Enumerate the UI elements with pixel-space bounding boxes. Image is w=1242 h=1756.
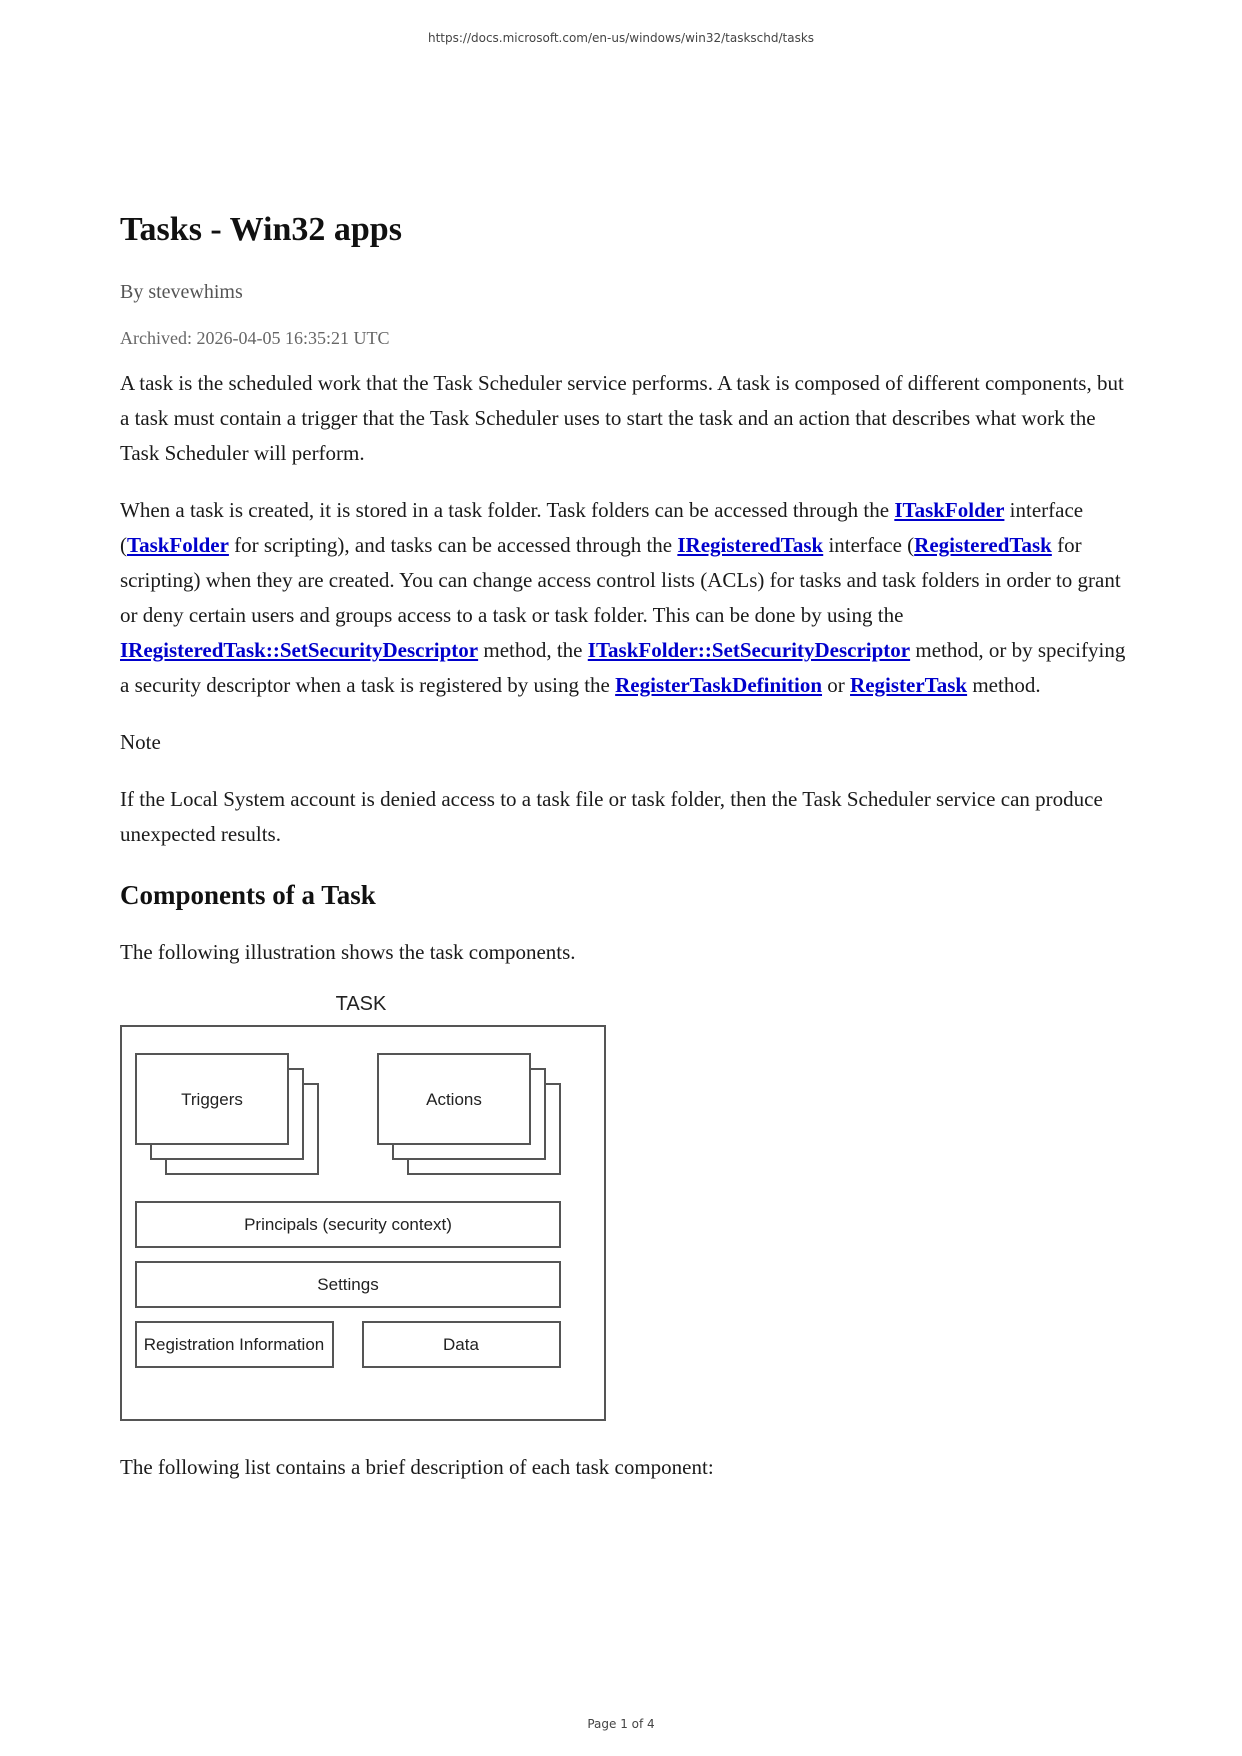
task-folder-paragraph (120, 493, 1130, 703)
note-text: If the Local System account is denied access to a task file or task folder, then the Task Scheduler service can produce unexpected results. (120, 787, 1103, 847)
settings-label: Settings (317, 1275, 379, 1295)
archived-timestamp: Archived: 2026-04-05 16:35:21 UTC (120, 327, 390, 348)
principals-label: Principals (security context) (244, 1215, 452, 1235)
actions-label: Actions (426, 1090, 482, 1110)
note-label: Note (120, 730, 161, 755)
text-run: interface ( (823, 533, 915, 558)
iregisteredtask-setsecuritydescriptor-link[interactable]: IRegisteredTask::SetSecurityDescriptor (120, 638, 479, 663)
text-run: method, or by specifying a security descriptor when a task is registered by using the (120, 638, 1126, 698)
data-label: Data (443, 1335, 479, 1355)
registertaskdefinition-link[interactable]: RegisterTaskDefinition (615, 673, 823, 698)
page-url: https://docs.microsoft.com/en-us/windows/win32/taskschd/tasks (427, 31, 815, 45)
text-run: or (822, 673, 851, 698)
task-components-diagram (120, 986, 610, 1426)
registertask-link[interactable]: RegisterTask (850, 673, 968, 698)
iregisteredtask-link[interactable]: IRegisteredTask (677, 533, 824, 558)
text-run: When a task is created, it is stored in a task folder. Task folders can be accessed through the (120, 498, 895, 523)
illustration-intro: The following illustration shows the task components. (120, 940, 576, 965)
triggers-label: Triggers (181, 1090, 243, 1110)
text-run: method. (967, 673, 1041, 698)
list-intro: The following list contains a brief description of each task component: (120, 1455, 714, 1480)
itaskfolder-link[interactable]: ITaskFolder (894, 498, 1005, 523)
intro-paragraph: A task is the scheduled work that the Task Scheduler service performs. A task is composed of different components, but a task must contain a trigger that the Task Scheduler uses to start the task and an action that describes what work the Task Scheduler will perform. (120, 371, 1124, 466)
taskfolder-link[interactable]: TaskFolder (127, 533, 229, 558)
article (120, 210, 1130, 1485)
author-byline: By stevewhims (120, 280, 243, 303)
registeredtask-link[interactable]: RegisteredTask (914, 533, 1052, 558)
text-run: interface ( (120, 498, 1084, 558)
page-title: Tasks - Win32 apps (120, 211, 402, 248)
text-run: for scripting) when they are created. You can change access control lists (ACLs) for tasks and task folders in order to grant or deny certain users and groups access to a task or task folder. This can be done by using the (120, 533, 1121, 628)
text-run: for scripting), and tasks can be accessed through the (228, 533, 678, 558)
triggers-stack (136, 1054, 318, 1174)
diagram-title: TASK (335, 993, 387, 1016)
actions-stack (378, 1054, 560, 1174)
page-number: Page 1 of 4 (587, 1717, 655, 1731)
itaskfolder-setsecuritydescriptor-link[interactable]: ITaskFolder::SetSecurityDescriptor (587, 638, 911, 663)
section-heading: Components of a Task (120, 880, 376, 911)
text-run: method, the (478, 638, 588, 663)
registration-label: Registration Information (143, 1335, 325, 1355)
